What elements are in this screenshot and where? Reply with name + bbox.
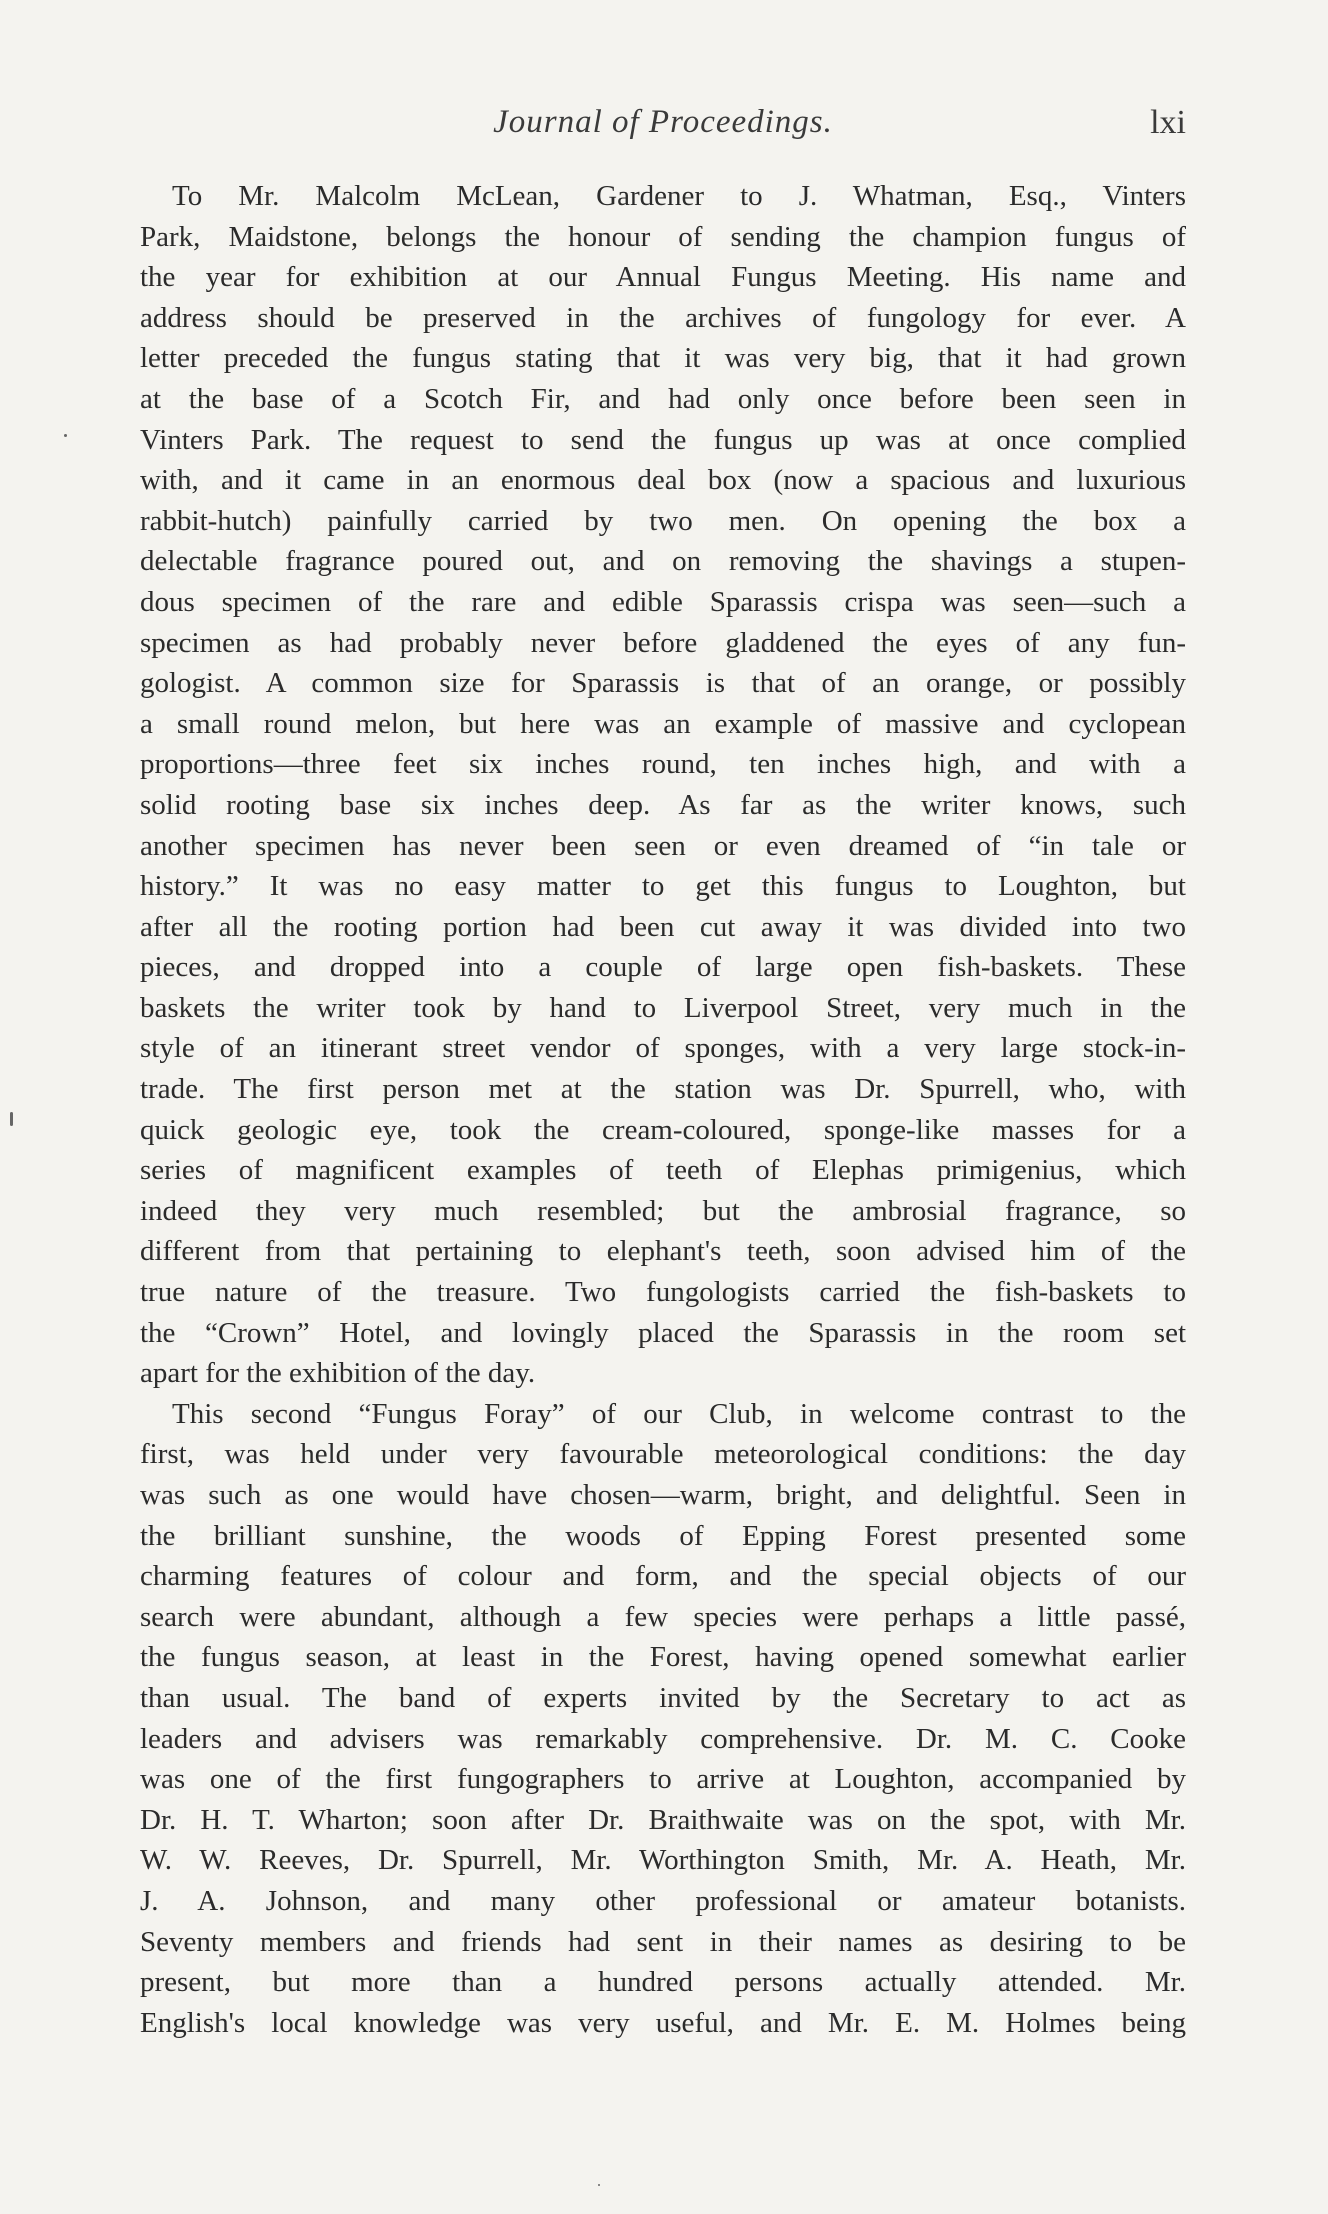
text-line: than usual. The band of experts invited by the Secretary to act as [140, 1681, 1186, 1714]
text-line: style of an itinerant street vendor of sponges, with a very large stock-in- [140, 1032, 1186, 1065]
text-line: baskets the writer took by hand to Liverpool Street, very much in the [140, 991, 1186, 1024]
text-line: the “Crown” Hotel, and lovingly placed the Sparassis in the room set [140, 1316, 1186, 1349]
body-text [140, 176, 1186, 2043]
text-line: the brilliant sunshine, the woods of Epping Forest presented some [140, 1519, 1186, 1552]
text-line: quick geologic eye, took the cream-coloured, sponge-like masses for a [140, 1113, 1186, 1146]
text-line: leaders and advisers was remarkably comprehensive. Dr. M. C. Cooke [140, 1722, 1186, 1755]
text-line: after all the rooting portion had been cut away it was divided into two [140, 910, 1186, 943]
text-line: at the base of a Scotch Fir, and had only once before been seen in [140, 382, 1186, 415]
text-line: Vinters Park. The request to send the fungus up was at once complied [140, 423, 1186, 456]
text-line: dous specimen of the rare and edible Sparassis crispa was seen—such a [140, 585, 1186, 618]
text-line: proportions—three feet six inches round, ten inches high, and with a [140, 748, 1186, 781]
text-line: series of magnificent examples of teeth of Elephas primigenius, which [140, 1154, 1186, 1187]
margin-speck [64, 434, 67, 437]
page-number: lxi [1150, 104, 1186, 141]
text-line: Seventy members and friends had sent in their names as desiring to be [140, 1925, 1186, 1958]
text-line: with, and it came in an enormous deal box (now a spacious and luxurious [140, 464, 1186, 497]
text-line: address should be preserved in the archives of fungology for ever. A [140, 301, 1186, 334]
text-line: rabbit-hutch) painfully carried by two men. On opening the box a [140, 504, 1186, 537]
text-line: charming features of colour and form, and the special objects of our [140, 1560, 1186, 1593]
text-line: delectable fragrance poured out, and on removing the shavings a stupen- [140, 545, 1186, 578]
margin-speck [598, 2184, 600, 2186]
text-line: indeed they very much resembled; but the ambrosial fragrance, so [140, 1194, 1186, 1227]
text-line: W. W. Reeves, Dr. Spurrell, Mr. Worthington Smith, Mr. A. Heath, Mr. [140, 1844, 1186, 1877]
text-line: the year for exhibition at our Annual Fungus Meeting. His name and [140, 261, 1186, 294]
text-line: pieces, and dropped into a couple of large open fish-baskets. These [140, 951, 1186, 984]
text-line: different from that pertaining to elephant's teeth, soon advised him of the [140, 1235, 1186, 1268]
text-line: English's local knowledge was very useful, and Mr. E. M. Holmes being [140, 2006, 1186, 2039]
text-line: a small round melon, but here was an example of massive and cyclopean [140, 707, 1186, 740]
text-line: true nature of the treasure. Two fungologists carried the fish-baskets to [140, 1276, 1186, 1309]
text-line: This second “Fungus Foray” of our Club, in welcome contrast to the [172, 1397, 1186, 1430]
text-line: letter preceded the fungus stating that it was very big, that it had grown [140, 342, 1186, 375]
text-line: was one of the first fungographers to arrive at Loughton, accompanied by [140, 1763, 1186, 1796]
running-head [140, 104, 1186, 160]
margin-speck [10, 1112, 13, 1126]
text-line: was such as one would have chosen—warm, bright, and delightful. Seen in [140, 1479, 1186, 1511]
text-line: history.” It was no easy matter to get this fungus to Loughton, but [140, 870, 1186, 903]
text-line: search were abundant, although a few species were perhaps a little passé, [140, 1600, 1186, 1633]
text-line: Park, Maidstone, belongs the honour of sending the champion fungus of [140, 220, 1186, 253]
text-line: present, but more than a hundred persons actually attended. Mr. [140, 1966, 1186, 1999]
text-line: solid rooting base six inches deep. As far as the writer knows, such [140, 788, 1186, 821]
text-line: To Mr. Malcolm McLean, Gardener to J. Whatman, Esq., Vinters [172, 180, 1186, 212]
text-line: the fungus season, at least in the Forest, having opened somewhat earlier [140, 1641, 1186, 1674]
text-line: specimen as had probably never before gladdened the eyes of any fun- [140, 626, 1186, 659]
text-line: first, was held under very favourable meteorological conditions: the day [140, 1438, 1186, 1471]
text-line: another specimen has never been seen or even dreamed of “in tale or [140, 829, 1186, 862]
text-line: trade. The first person met at the station was Dr. Spurrell, who, with [140, 1073, 1186, 1106]
text-line: gologist. A common size for Sparassis is that of an orange, or possibly [140, 667, 1186, 700]
text-line: apart for the exhibition of the day. [140, 1357, 536, 1390]
text-line: Dr. H. T. Wharton; soon after Dr. Braithwaite was on the spot, with Mr. [140, 1803, 1186, 1836]
text-line: J. A. Johnson, and many other professional or amateur botanists. [140, 1884, 1186, 1917]
running-title: Journal of Proceedings. [493, 104, 833, 140]
